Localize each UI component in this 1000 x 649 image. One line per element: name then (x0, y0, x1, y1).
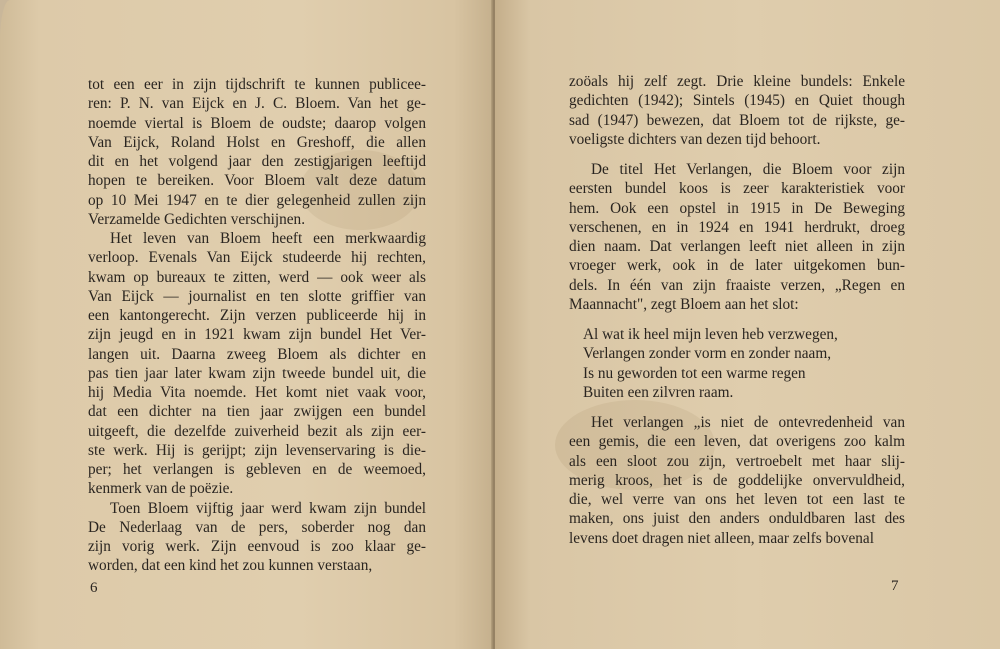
text-line: levens doet dragen niet alleen, maar zelfs bovenal (569, 529, 874, 547)
text-line: worden, dat een kind het zou kunnen verstaan, (88, 557, 373, 575)
text-line: dien naam. Dat verlangen leeft niet alleen in zijn (569, 238, 905, 255)
text-line: eersten bundel koos is zeer karakteristiek voor (569, 180, 905, 198)
text-line: hij Media Vita noemde. Het komt niet vaak voor, (88, 384, 426, 401)
text-line: die, wel verre van ons het leven tot een last te (569, 491, 905, 508)
text-line: als een sloot zou zijn, vertroebelt met haar slij- (569, 452, 905, 470)
text-line: zijn vorig werk. Zijn eenvoud is zoo klaar ge- (88, 538, 426, 555)
text-line: sad (1947) bewezen, dat Bloem tot de rijkste, ge- (569, 111, 905, 129)
text-line: Van Eijck — journalist en ten slotte griffier van (88, 287, 426, 305)
text-line: noemde viertal is Bloem de oudste; daarop volgen (88, 114, 426, 132)
text-line: verschenen, en in 1924 en 1941 herdrukt, droeg (569, 218, 905, 236)
left-page (0, 0, 493, 649)
verse-line: Is nu geworden tot een warme regen (583, 364, 806, 382)
verse-line: Al wat ik heel mijn leven heb verzwegen, (583, 326, 838, 343)
text-line: een gemis, die een leven, dat overigens zoo kalm (569, 433, 905, 451)
text-line: Verzamelde Gedichten verschijnen. (88, 210, 306, 228)
text-line: zoöals hij zelf zegt. Drie kleine bundels: Enkele (569, 73, 905, 90)
text-line: Het verlangen „is niet de ontevredenheid van (591, 414, 905, 431)
text-line: De Nederlaag van de pers, soberder nog dan (88, 518, 426, 536)
paragraph-gap (569, 402, 905, 413)
text-line: vroeger werk, ook in de later uitgekomen bun- (569, 257, 905, 275)
text-line: hem. Ook een opstel in 1915 in De Beweging (569, 199, 905, 217)
paragraph-gap (569, 314, 905, 325)
text-line: verloop. Evenals Van Eijck studeerde hij rechten, (88, 249, 426, 267)
text-line: een kantongerecht. Zijn verzen publiceerde hij in (88, 307, 426, 324)
text-line: zijn jeugd en in 1921 kwam zijn bundel Het Ver- (88, 326, 426, 344)
text-line: ren: P. N. van Eijck en J. C. Bloem. Van het ge- (88, 95, 426, 113)
text-line: tot een eer in zijn tijdschrift te kunnen publicee- (88, 76, 426, 93)
text-line: uitgeeft, die dezelfde zuiverheid bezit als zijn eer- (88, 422, 426, 440)
paragraph-gap (569, 149, 905, 160)
left-page-text (88, 75, 426, 576)
text-line: kwam op bureaux te zitten, werd — ook weer als (88, 268, 426, 286)
text-line: dels. In één van zijn fraaiste verzen, „Regen en (569, 276, 905, 294)
text-line: langen uit. Daarna zweeg Bloem als dichter en (88, 345, 426, 363)
text-line: pas tien jaar later kwam zijn tweede bundel uit, die (88, 364, 426, 382)
text-line: gedichten (1942); Sintels (1945) en Quiet though (569, 92, 905, 110)
text-line: per; het verlangen is gebleven en de weemoed, (88, 461, 426, 478)
text-line: voeligste dichters van dezen tijd behoort. (569, 130, 821, 148)
page-number-left: 6 (90, 580, 98, 596)
text-line: Het leven van Bloem heeft een merkwaardig (110, 230, 426, 247)
right-page (495, 0, 1000, 649)
text-line: merig kroos, het is de goddelijke onvervuldheid, (569, 471, 905, 489)
verse-line: Buiten een zilvren raam. (583, 383, 734, 401)
text-line: hopen te bereiken. Voor Bloem valt deze datum (88, 172, 426, 190)
text-line: Van Eijck, Roland Holst en Greshoff, die allen (88, 133, 426, 151)
page-number-right: 7 (891, 578, 899, 594)
text-line: Maannacht", zegt Bloem aan het slot: (569, 295, 799, 313)
text-line: op 10 Mei 1947 en te dier gelegenheid zullen zijn (88, 191, 426, 209)
text-line: ste werk. Hij is gerijpt; zijn levenservaring is die- (88, 441, 426, 459)
text-line: Toen Bloem vijftig jaar werd kwam zijn bundel (110, 499, 426, 517)
text-line: maken, ons juist den anders onduldbaren last des (569, 510, 905, 528)
verse-line: Verlangen zonder vorm en zonder naam, (583, 345, 832, 363)
text-line: kenmerk van de poëzie. (88, 480, 234, 498)
text-line: dit en het volgend jaar den zestigjarigen leeftijd (88, 153, 426, 170)
text-line: De titel Het Verlangen, die Bloem voor zijn (591, 161, 905, 178)
right-page-text (569, 72, 905, 548)
text-line: dat een dichter na tien jaar zwijgen een bundel (88, 403, 426, 421)
